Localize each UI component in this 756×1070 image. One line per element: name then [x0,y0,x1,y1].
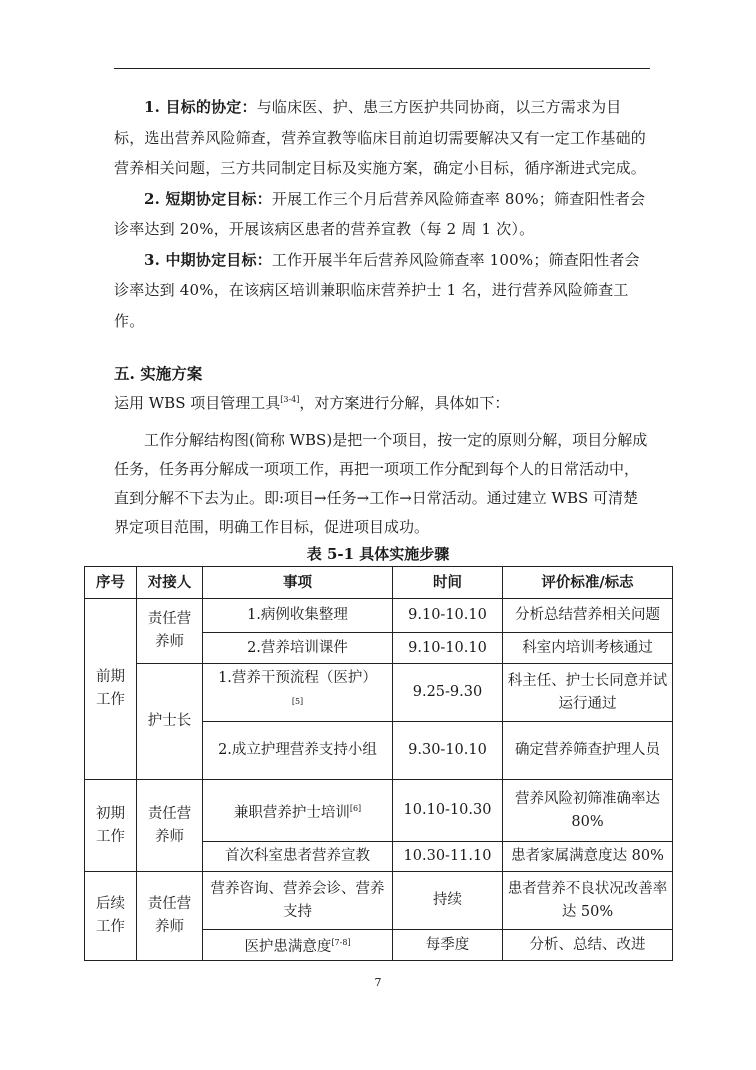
criteria-cell: 患者家属满意度达 80% [503,842,673,872]
item-cell [203,930,393,961]
goal-2-text: 开展工作三个月后营养风险筛查率 80%；筛查阳性者会诊率达到 20%，开展该病区患者的营养宣教（每 2 周 1 次）。 [114,189,646,238]
table-row [85,780,673,842]
goals-section [114,92,650,336]
goal-2-label: 2. 短期协定目标： [144,189,272,208]
item-ref: [7-8] [331,938,351,948]
criteria-cell: 患者营养不良状况改善率达 50% [503,872,673,930]
item-text: 医护患满意度 [244,938,332,955]
item-cell [203,872,393,930]
item-cell [203,599,393,633]
criteria-cell: 确定营养筛查护理人员 [503,722,673,780]
header-rule [114,68,650,69]
table-header-row [85,567,673,599]
item-text: 兼职营养护士培训 [233,804,350,821]
criteria-cell: 营养风险初筛准确率达 80% [503,780,673,842]
goal-1-text: 与临床医、护、患三方医护共同协商，以三方需求为目标，选出营养风险筛查，营养宣教等临床目前迫切需要解决又有一定工作基础的营养相关问题，三方共同制定目标及实施方案，确定小目标，循序渐进式完成。 [114,98,647,177]
phase-cell: 初期工作 [85,780,137,872]
time-cell: 9.25-9.30 [393,664,503,722]
wbs-description [114,426,650,542]
header-item: 事项 [203,567,393,599]
contact-cell: 责任营养师 [137,780,203,872]
wbs-intro [114,392,509,413]
table-row [85,664,673,722]
time-cell: 持续 [393,872,503,930]
contact-cell: 责任营养师 [137,872,203,961]
item-text: 2.营养培训课件 [247,639,348,656]
criteria-cell: 科主任、护士长同意并试运行通过 [503,664,673,722]
item-text: 营养咨询、营养会诊、营养支持 [210,880,385,920]
item-cell [203,842,393,872]
time-cell: 9.30-10.10 [393,722,503,780]
wbs-paragraph: 工作分解结构图(简称 WBS)是把一个项目，按一定的原则分解，项目分解成任务，任务再分解成一项项工作，再把一项项工作分配到每个人的日常活动中，直到分解不下去为止。即:项目→任务→工作→日常活动。通过建立 WBS 可清楚界定项目范围，明确工作目标，促进项目成功。 [114,431,648,536]
time-cell: 每季度 [393,930,503,961]
header-contact: 对接人 [137,567,203,599]
goal-3-text: 工作开展半年后营养风险筛查率 100%；筛查阳性者会诊率达到 40%，在该病区培训兼职临床营养护士 1 名，进行营养风险筛查工作。 [114,250,640,330]
item-ref: [6] [349,803,362,813]
contact-cell: 护士长 [137,664,203,780]
time-cell: 10.30-11.10 [393,842,503,872]
goal-1-label: 1. 目标的协定： [144,98,257,116]
wbs-intro-ref: [3-4] [280,395,300,404]
item-text: 1.营养干预流程（医护） [218,670,377,687]
header-index: 序号 [85,567,137,599]
item-cell [203,633,393,664]
wbs-intro-text: 运用 WBS 项目管理工具 [114,394,281,412]
time-cell: 9.10-10.10 [393,633,503,664]
header-criteria: 评价标准/标志 [503,567,673,599]
criteria-cell: 科室内培训考核通过 [503,633,673,664]
goal-3 [114,245,650,337]
item-text: 2.成立护理营养支持小组 [218,742,377,758]
wbs-intro-tail: ，对方案进行分解，具体如下： [299,394,510,412]
section-heading: 五. 实施方案 [114,364,203,383]
time-cell: 10.10-10.30 [393,780,503,842]
time-cell: 9.10-10.10 [393,599,503,633]
page-number: 7 [374,976,382,989]
item-cell [203,722,393,780]
item-cell [203,780,393,842]
item-text: 首次科室患者营养宣教 [225,848,370,864]
goal-3-label: 3. 中期协定目标： [144,250,272,269]
implementation-table [84,566,673,961]
item-text: 1.病例收集整理 [247,607,348,623]
criteria-cell: 分析总结营养相关问题 [503,599,673,633]
phase-cell: 前期工作 [85,599,137,780]
item-ref: [5] [291,697,304,707]
contact-cell: 责任营养师 [137,599,203,664]
goal-1 [114,92,650,184]
criteria-cell: 分析、总结、改进 [503,930,673,961]
phase-cell: 后续工作 [85,872,137,961]
table-row [85,599,673,633]
header-time: 时间 [393,567,503,599]
goal-2 [114,184,650,245]
table-caption: 表 5-1 具体实施步骤 [306,545,450,563]
item-cell [203,664,393,722]
table-row [85,872,673,930]
